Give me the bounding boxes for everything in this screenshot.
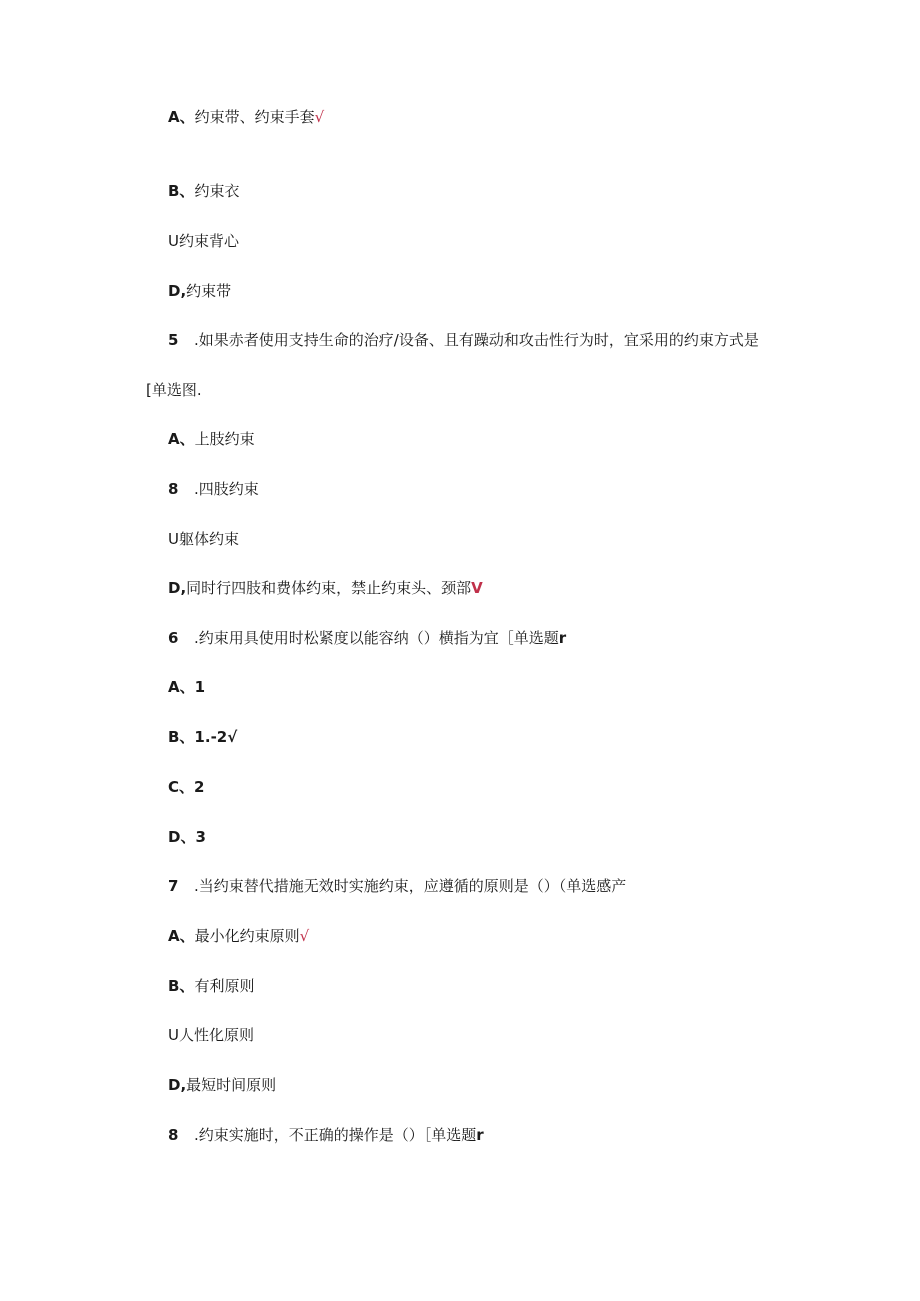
q7-option-c	[168, 1025, 254, 1045]
q5-option-b	[168, 479, 259, 499]
option-text: 同时行四肢和费体约束，禁止约束头、颈部	[186, 579, 472, 597]
option-text: 最短时间原则	[186, 1076, 277, 1094]
option-prefix: B、	[168, 977, 195, 995]
q4-option-c	[168, 231, 239, 251]
q8-stem	[168, 1125, 484, 1145]
q6-option-a	[168, 677, 205, 697]
q7-stem	[168, 876, 626, 896]
option-prefix: D,	[168, 579, 187, 597]
option-prefix: D,	[168, 1076, 187, 1094]
q6-option-d	[168, 827, 206, 847]
question-text: .约束用具使用时松紧度以能容纳（）横指为宜［单选题	[194, 629, 559, 647]
q4-option-b	[168, 181, 239, 201]
q4-option-d	[168, 281, 231, 301]
q6-option-c	[168, 777, 204, 797]
option-text: U约束背心	[168, 232, 239, 250]
question-type: [单选图.	[146, 381, 202, 399]
q4-option-a	[168, 107, 324, 127]
option-prefix: A、	[168, 430, 195, 448]
question-number: 5	[168, 331, 179, 349]
question-text: .约束实施时，不正确的操作是（）［单选题	[194, 1126, 477, 1144]
correct-mark: √	[299, 927, 310, 945]
option-text: U躯体约束	[168, 530, 239, 548]
option-text: U人性化原则	[168, 1026, 254, 1044]
option-prefix: 8	[168, 480, 179, 498]
question-text: .当约束替代措施无效时实施约束，应遵循的原则是（）（单选感产	[194, 877, 627, 895]
q5-option-c	[168, 529, 239, 549]
option-text: 有利原则	[194, 977, 255, 995]
option-prefix: B、	[168, 182, 195, 200]
option-text: A、1	[168, 678, 206, 696]
option-text: .四肢约束	[194, 480, 259, 498]
question-tail: r	[476, 1126, 484, 1144]
q7-option-b	[168, 976, 254, 996]
option-text: C、2	[168, 778, 205, 796]
question-number: 8	[168, 1126, 179, 1144]
option-text: 约束衣	[194, 182, 240, 200]
option-text: B、1.-2	[168, 728, 228, 746]
option-prefix: A、	[168, 108, 195, 126]
question-number: 6	[168, 629, 179, 647]
option-text: D、3	[168, 828, 206, 846]
correct-mark: √	[314, 108, 325, 126]
correct-mark: √	[227, 728, 238, 746]
option-prefix: A、	[168, 927, 195, 945]
q7-option-d	[168, 1075, 276, 1095]
question-tail: r	[558, 629, 567, 647]
question-text: .如果赤者使用支持生命的治疗/设备、且有躁动和攻击性行为时，宜采用的约束方式是	[194, 331, 759, 349]
q5-option-d	[168, 578, 483, 598]
q5-stem	[168, 330, 759, 350]
option-text: 最小化约束原则	[194, 927, 300, 945]
q7-option-a	[168, 926, 309, 946]
q5-stem-continuation	[146, 380, 202, 400]
option-text: 约束带、约束手套	[194, 108, 315, 126]
option-text: 约束带	[186, 282, 232, 300]
question-number: 7	[168, 877, 179, 895]
option-prefix: D,	[168, 282, 187, 300]
q6-option-b	[168, 727, 237, 747]
correct-mark: V	[471, 579, 483, 597]
q6-stem	[168, 628, 566, 648]
q5-option-a	[168, 429, 255, 449]
option-text: 上肢约束	[194, 430, 255, 448]
